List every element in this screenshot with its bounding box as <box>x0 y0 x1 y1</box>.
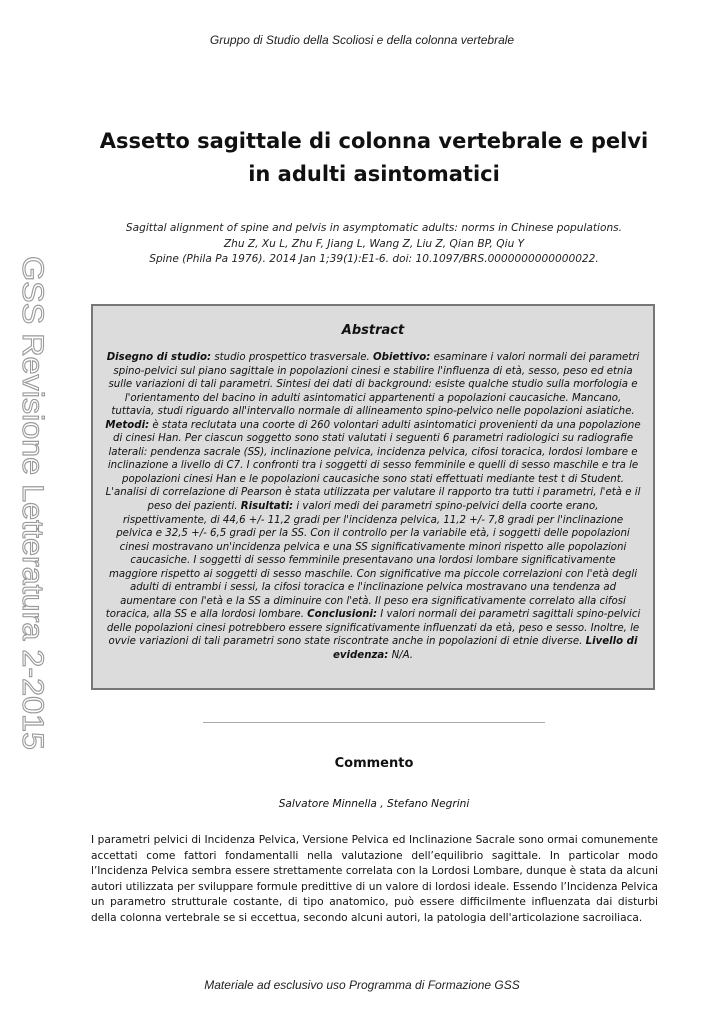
citation-authors: Zhu Z, Xu L, Zhu F, Jiang L, Wang Z, Liu Z, Qian BP, Qiu Y <box>223 237 525 250</box>
article-title: Assetto sagittale di colonna vertebrale e pelvi in adulti asintomatici <box>99 129 649 186</box>
comment-heading: Commento <box>334 756 414 771</box>
results-label: Risultati: <box>240 501 294 513</box>
evidence-text: N/A. <box>388 650 414 662</box>
comment-authors: Salvatore Minnella , Stefano Negrini <box>278 798 470 810</box>
citation-block <box>90 221 658 268</box>
methods-text: è stata reclutata una coorte di 260 volontari adulti asintomatici provenienti da una popolazione di cinesi Han. Per ciascun soggetto sono stati valutati i seguenti 6 parametri radiologici su radiografie laterali: pendenza sacrale (SS), inclinazione pelvica, incidenza pelvica, cifosi toracica, lordosi lombare e inclinazione a livello di C7. I confronti tra i soggetti di sesso femminile e quelli di sesso maschile e tra le popolazioni cinesi Han e le popolazioni caucasiche sono stati effettuati mediante test t di Student. L'analisi di correlazione di Pearson è stata utilizzata per valutare il rapporto tra tutti i parametri, l'età e il peso dei pazienti. <box>105 419 641 513</box>
objective-text: esaminare i valori normali dei parametri spino-pelvici sul piano sagittale in popolazioni cinesi e stabilire l'influenza di età, sesso, peso ed etnia sulle variazioni di tali parametri. Sintesi dei dati di background: esiste qualche studio sulla morfologia e l'orientamento del bacino in adulti asintomatici appartenenti a popolazioni caucasiche. Mancano, tuttavia, studi riguardo all'intervallo normale di allineamento spino-pelvico nelle popolazioni asiatiche. <box>108 352 640 418</box>
section-divider <box>203 722 545 723</box>
watermark-text: GSS Revisione Letteratura 2-2015 <box>16 256 49 715</box>
conclusions-label: Conclusioni: <box>307 609 378 621</box>
abstract-box <box>91 304 655 690</box>
objective-label: Obiettivo: <box>373 352 431 363</box>
running-header: Gruppo di Studio della Scoliosi e della colonna vertebrale <box>209 33 515 47</box>
side-watermark <box>16 256 56 750</box>
results-text: i valori medi dei parametri spino-pelvici della coorte erano, rispettivamente, di 44,6 +/- 11,2 gradi per l'incidenza pelvica, 11,2 +/- 7,8 gradi per l'inclinazione pelvica e 32,5 +/- 6,5 gradi per la SS. Con il controllo per la variabile età, i soggetti delle popolazioni cinesi mostravano un'incidenza pelvica e una SS significativamente minori rispetto alle popolazioni caucasiche. I soggetti di sesso femminile presentavano una lordosi lombare significativamente maggiore rispetto ai soggetti di sesso maschile. Con significative ma piccole correlazioni con l'età degli adulti di entrambi i sessi, la cifosi toracica e l'inclinazione pelvica mostravano una tendenza ad aumentare con l'età e la SS a diminuire con l'età. Il peso era significativamente correlato alla cifosi toracica, alla SS e alla lordosi lombare. <box>105 501 638 621</box>
abstract-heading: Abstract <box>341 323 405 338</box>
design-label: Disegno di studio: <box>106 352 212 363</box>
running-footer: Materiale ad esclusivo uso Programma di Formazione GSS <box>204 978 520 992</box>
abstract-body <box>105 351 641 663</box>
evidence-label: Livello di evidenza: <box>332 636 638 662</box>
comment-body: I parametri pelvici di Incidenza Pelvica, Versione Pelvica ed Inclinazione Sacrale sono ormai comunemente accettati come fattori fondamentalli nella valutazione dell’equilibrio sagittale. In particolar modo l’Incidenza Pelvica sembra essere strettamente correlata con la Lordosi Lombare, dunque è stata da alcuni autori utilizzata per sviluppare formule predittive di un valore di lordosi ideale. Essendo l’Incidenza Pelvica un parametro strutturale costante, di tipo anatomico, può essere difficilmente influenzata dai disturbi della colonna vertebrale se si eccettua, secondo alcuni autori, la patologia dell'articolazione sacroiliaca. <box>91 834 658 924</box>
conclusions-text: I valori normali dei parametri sagittali spino-pelvici delle popolazioni cinesi potrebbero essere significativamente influenzati da età, peso e sesso. Inoltre, le ovvie variazioni di tali parametri sono state riscontrate anche in popolazioni di etnie diverse. <box>106 609 641 648</box>
citation-reference: Spine (Phila Pa 1976). 2014 Jan 1;39(1):E1-6. doi: 10.1097/BRS.0000000000000022. <box>149 253 599 265</box>
design-text: studio prospettico trasversale. <box>211 352 374 363</box>
methods-label: Metodi: <box>105 419 150 431</box>
citation-title: Sagittal alignment of spine and pelvis in asymptomatic adults: norms in Chinese populations. <box>125 222 623 234</box>
